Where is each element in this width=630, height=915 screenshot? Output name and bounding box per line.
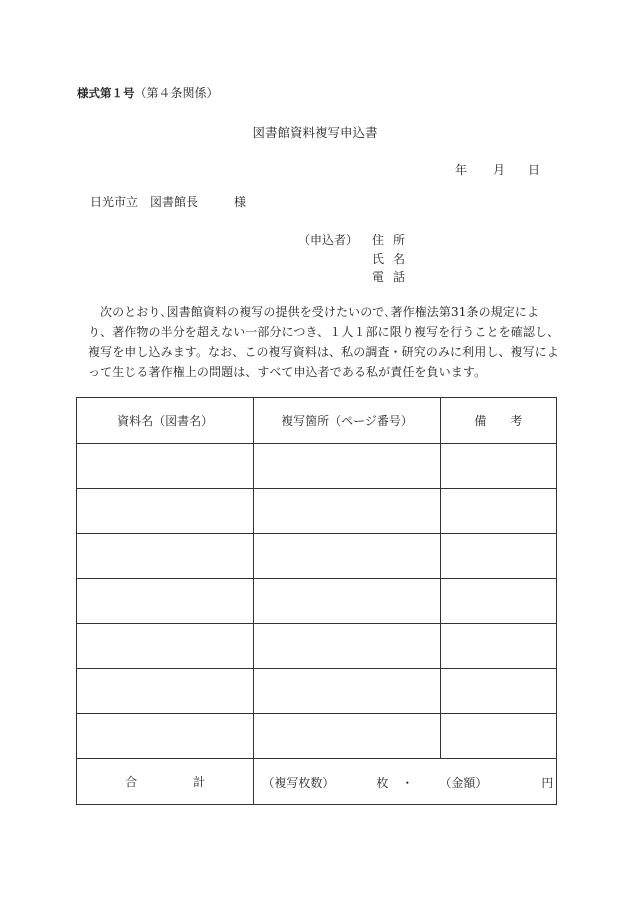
table-row — [77, 714, 557, 759]
total-label-right: 計 — [193, 775, 206, 789]
total-value-cell[interactable] — [254, 759, 557, 805]
remarks-cell[interactable] — [440, 624, 556, 669]
copy-pages-cell[interactable] — [254, 624, 440, 669]
material-name-cell[interactable] — [77, 534, 254, 579]
remarks-cell[interactable] — [440, 444, 556, 489]
form-number — [77, 84, 219, 101]
table-row — [77, 624, 557, 669]
table-row — [77, 579, 557, 624]
material-name-cell[interactable] — [77, 714, 254, 759]
total-row — [77, 759, 557, 805]
header-material-name: 資料名（図書名） — [77, 398, 254, 444]
copies-label: （複写枚数） — [262, 776, 335, 790]
material-name-cell[interactable] — [77, 624, 254, 669]
remarks-cell[interactable] — [440, 534, 556, 579]
copy-pages-cell[interactable] — [254, 444, 440, 489]
date-month-label: 月 — [493, 163, 506, 177]
remarks-cell[interactable] — [440, 714, 556, 759]
applicant-phone-label: 電話 — [372, 270, 415, 284]
copy-pages-cell[interactable] — [254, 534, 440, 579]
material-name-cell[interactable] — [77, 579, 254, 624]
copies-unit: 枚 — [376, 776, 389, 790]
form-number-rest: （第４条関係） — [134, 86, 219, 100]
amount-unit: 円 — [541, 776, 554, 790]
applicant-name-label: 氏名 — [372, 252, 415, 266]
total-label-left: 合 — [125, 775, 138, 789]
copy-pages-cell[interactable] — [254, 489, 440, 534]
copy-request-table — [76, 397, 557, 805]
remarks-cell[interactable] — [440, 489, 556, 534]
addressee-honorific: 様 — [234, 195, 247, 209]
applicant-label: （申込者） — [298, 233, 359, 247]
material-name-cell[interactable] — [77, 489, 254, 534]
copy-pages-cell[interactable] — [254, 714, 440, 759]
date-year-label: 年 — [455, 163, 468, 177]
table-row — [77, 489, 557, 534]
addressee-name: 日光市立 図書館長 — [90, 195, 199, 209]
copy-pages-cell[interactable] — [254, 669, 440, 714]
copy-pages-cell[interactable] — [254, 579, 440, 624]
table-row — [77, 444, 557, 489]
page-title: 図書館資料複写申込書 — [252, 125, 378, 140]
table-row — [77, 534, 557, 579]
separator-dot: ・ — [401, 776, 414, 790]
application-statement: 次のとおり､図書館資料の複写の提供を受けたいので､著作権法第31条の規定により、著作物の半分を超えない一部分につき、１人１部に限り複写を行うことを確認し、複写を申し込みます。なお、この複写資料は、私の調査・研究のみに利用し、複写によって生じる著作権上の問題は、すべて申込者である私が責任を負います。 — [88, 305, 560, 379]
header-remarks: 備 考 — [440, 398, 556, 444]
amount-label: （金額） — [439, 776, 488, 790]
header-copy-pages: 複写箇所（ページ番号） — [254, 398, 440, 444]
applicant-address-label: 住所 — [372, 233, 415, 247]
table-header-row — [77, 398, 557, 444]
table-row — [77, 669, 557, 714]
remarks-cell[interactable] — [440, 669, 556, 714]
material-name-cell[interactable] — [77, 669, 254, 714]
date-day-label: 日 — [528, 163, 541, 177]
total-label-cell — [77, 759, 254, 805]
material-name-cell[interactable] — [77, 444, 254, 489]
remarks-cell[interactable] — [440, 579, 556, 624]
addressee — [90, 193, 246, 210]
form-number-bold: 様式第１号 — [77, 86, 135, 100]
